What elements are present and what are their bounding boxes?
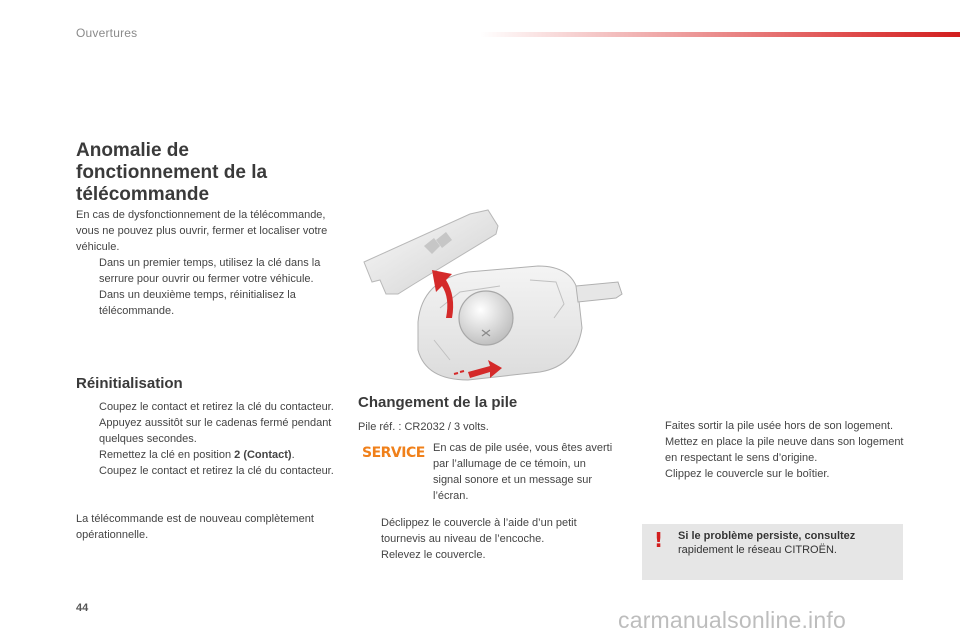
step-text: Relevez le couvercle.: [381, 549, 486, 561]
list-item: [358, 515, 620, 547]
step-text: Appuyez aussitôt sur le cadenas fermé pendant quelques secondes.: [99, 417, 332, 445]
reinit-steps: [76, 399, 338, 479]
warning-box: [642, 524, 903, 580]
list-item: [76, 463, 338, 479]
key-battery-illustration: [350, 200, 630, 390]
reinit-conclusion: La télécommande est de nouveau complètement opérationnelle.: [76, 513, 314, 541]
reinit-heading: Réinitialisation: [76, 375, 183, 392]
list-item: [642, 418, 904, 434]
step-text: Coupez le contact et retirez la clé du contacteur.: [99, 401, 334, 413]
battery-reference: Pile réf. : CR2032 / 3 volts.: [358, 421, 489, 433]
page-title: Anomalie de fonctionnement de la télécommande: [76, 140, 268, 205]
step-text: Dans un deuxième temps, réinitialisez la télécommande.: [99, 289, 296, 317]
header-rule: [480, 32, 960, 37]
step-text: Dans un premier temps, utilisez la clé dans la serrure pour ouvrir ou fermer votre véhicule.: [99, 257, 321, 285]
service-warning-text: En cas de pile usée, vous êtes averti par l’allumage de ce témoin, un signal sonore et un message sur l’écran.: [433, 442, 613, 502]
list-item: [76, 255, 338, 287]
key-body: [418, 266, 622, 380]
list-item: [642, 434, 904, 466]
malfunction-steps: [76, 255, 338, 319]
list-item: [76, 399, 338, 415]
step-text: Mettez en place la pile neuve dans son logement en respectant le sens d’origine.: [665, 436, 904, 464]
watermark: carmanualsonline.info: [618, 607, 846, 633]
step-text: Coupez le contact et retirez la clé du contacteur.: [99, 465, 334, 477]
step-text: Faites sortir la pile usée hors de son logement.: [665, 420, 894, 432]
list-item: [76, 415, 338, 447]
intro-paragraph: En cas de dysfonctionnement de la télécommande, vous ne pouvez plus ouvrir, fermer et localiser votre véhicule.: [76, 209, 328, 253]
step-text: Clippez le couvercle sur le boîtier.: [665, 468, 830, 480]
section-header: Ouvertures: [76, 26, 138, 40]
warning-body: rapidement le réseau CITROËN.: [678, 544, 837, 556]
battery-heading: Changement de la pile: [358, 394, 518, 411]
warning-icon: !: [654, 528, 664, 552]
list-item: [76, 287, 338, 319]
list-item: [642, 466, 904, 482]
step-text: Remettez la clé en position: [99, 449, 235, 461]
battery-steps-left: [358, 515, 620, 563]
list-item: [358, 547, 620, 563]
step-text: Déclippez le couvercle à l’aide d’un petit tournevis au niveau de l’encoche.: [381, 517, 577, 545]
page-number: 44: [76, 602, 89, 614]
contact-position: 2 (Contact): [234, 449, 292, 461]
step-suffix: .: [291, 449, 295, 461]
battery-steps-right: [642, 418, 904, 482]
warning-title: Si le problème persiste, consultez: [678, 530, 856, 542]
list-item: [76, 447, 338, 463]
service-warning-icon: SERVICE: [362, 445, 425, 461]
